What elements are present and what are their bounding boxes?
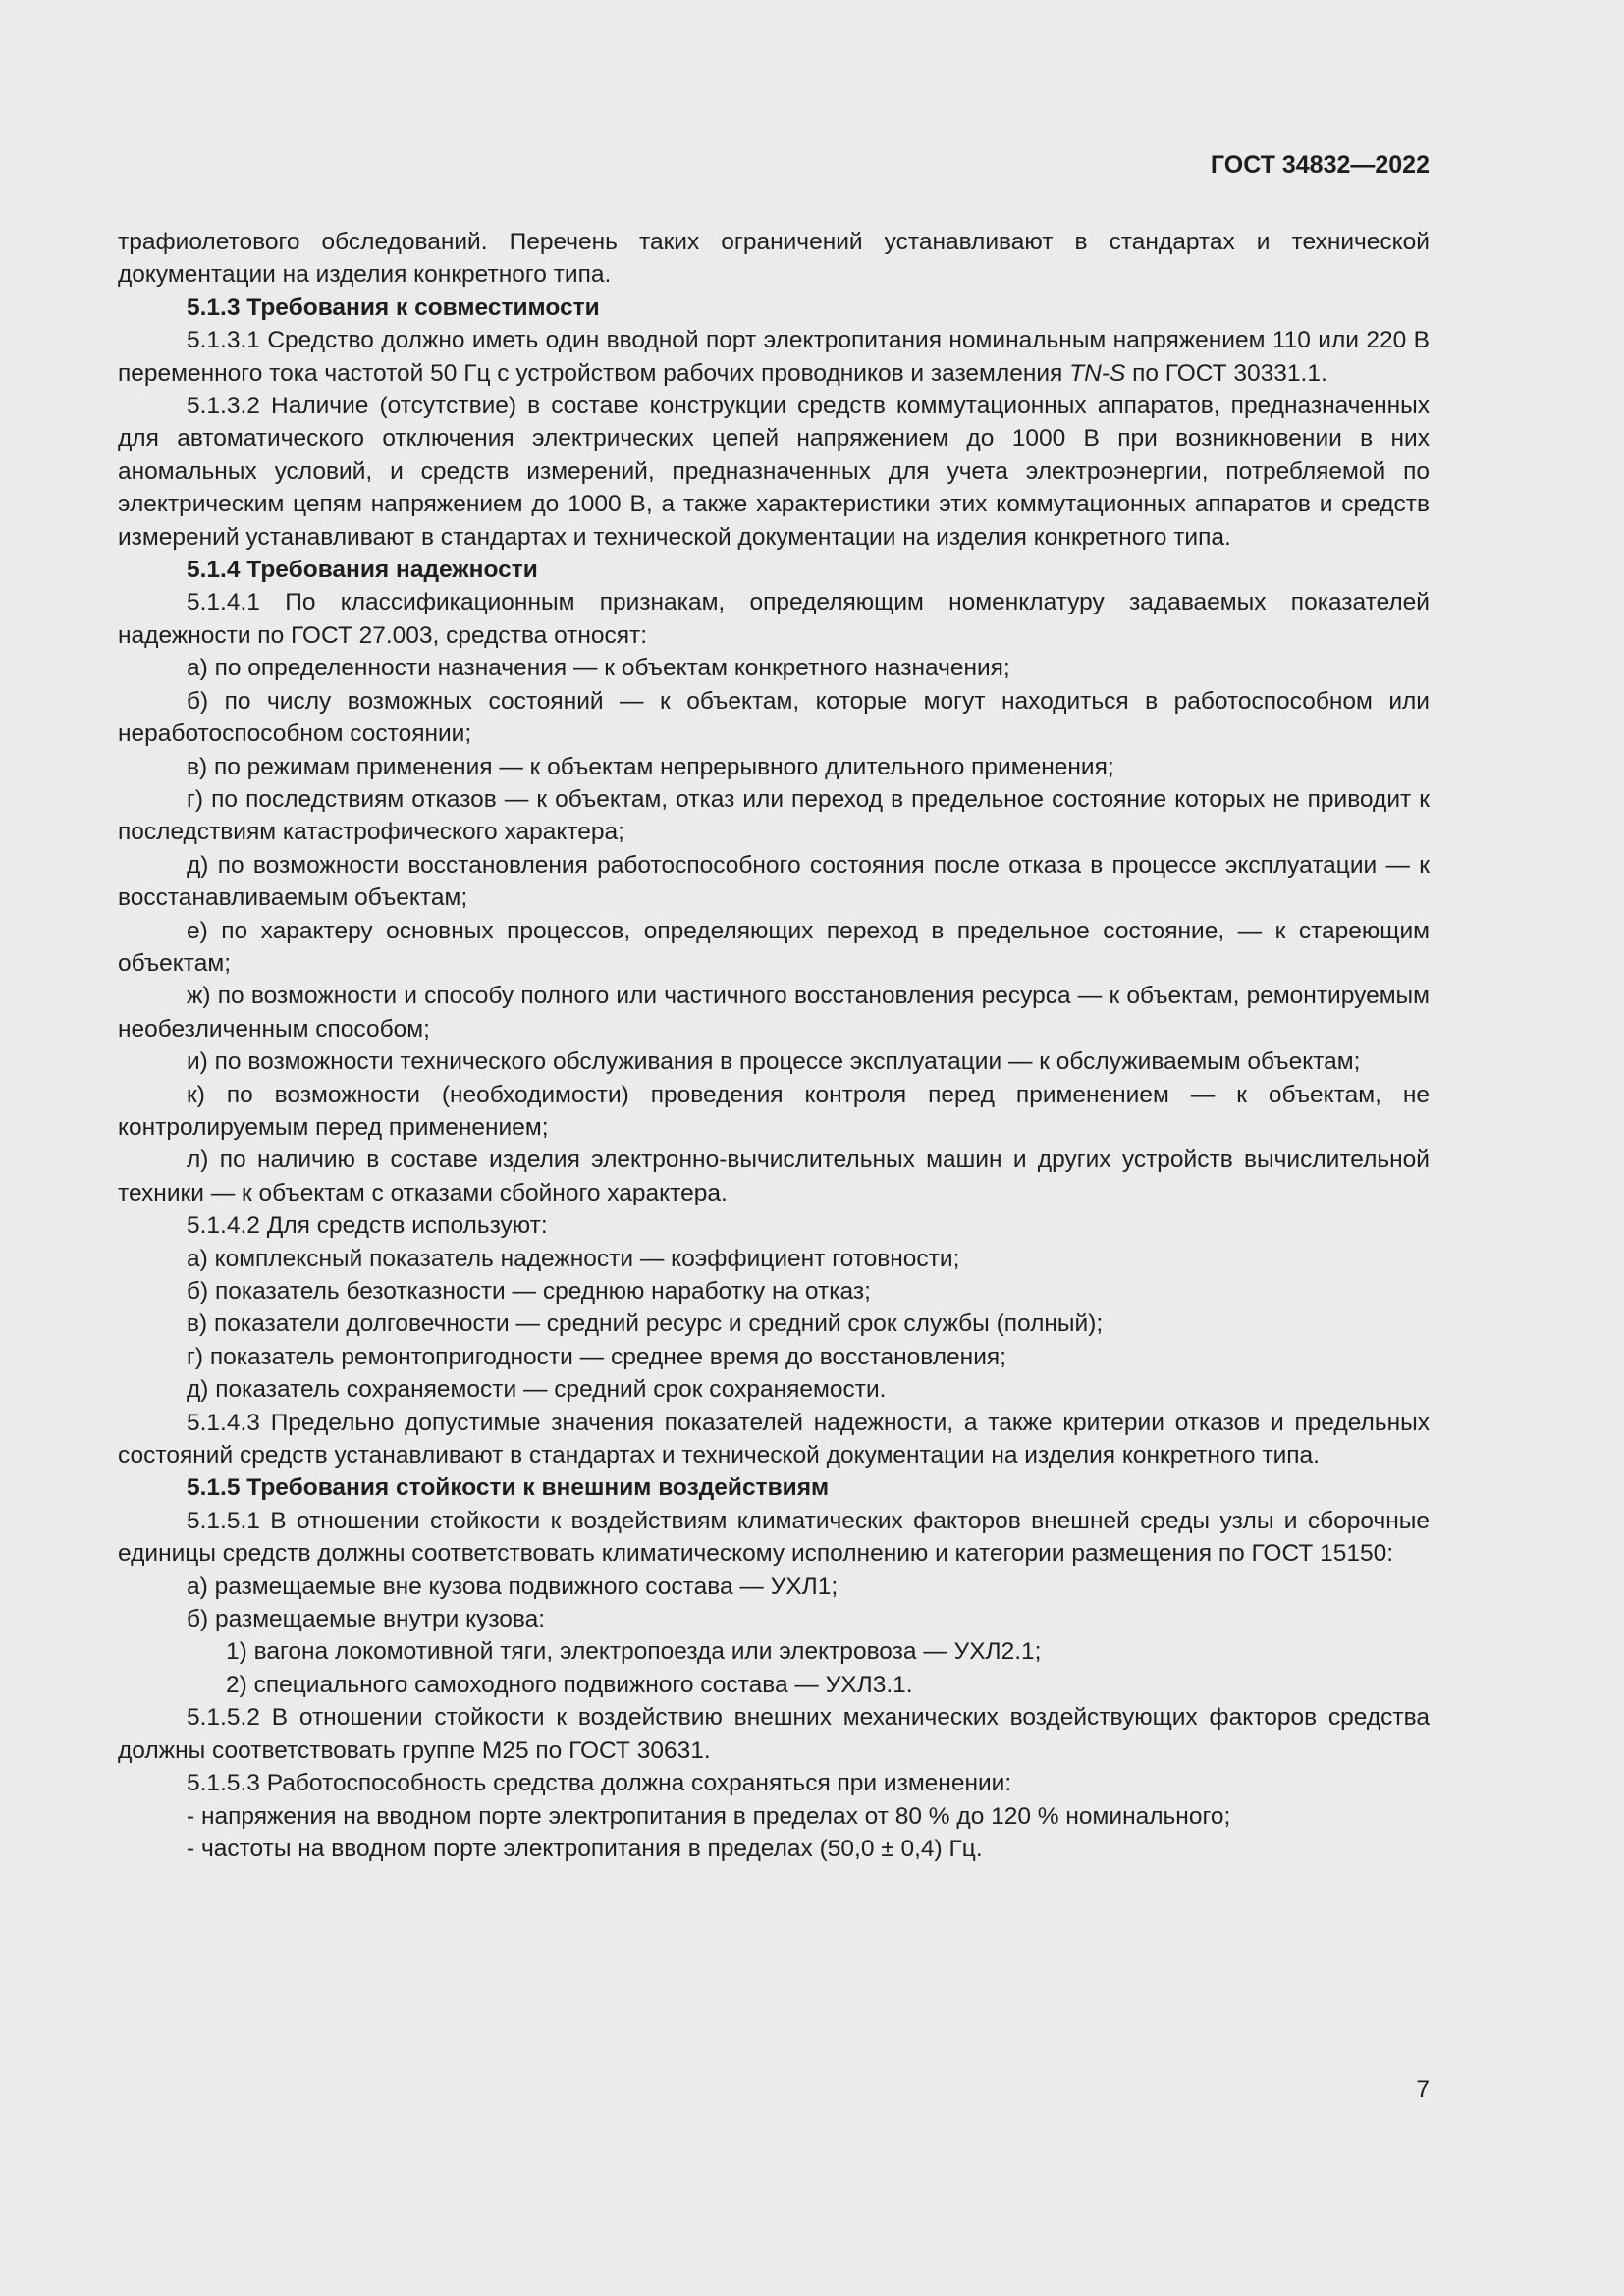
paragraph: 5.1.3.2 Наличие (отсутствие) в составе конструкции средств коммутационных аппаратов, предназначенных для автоматического отключения электрических цепей напряжением до 1000 В при возникновении в них аномальных условий, и средств измерений, предназначенных для учета электроэнергии, потребляемой по электрическим цепям напряжением до 1000 В, а также характеристики этих коммутационных аппаратов и средств измерений устанавливают в стандартах и технической документации на изделия конкретного типа. [118, 393, 1430, 551]
paragraph: - частоты на вводном порте электропитания в пределах (50,0 ± 0,4) Гц. [187, 1835, 983, 1862]
paragraph: л) по наличию в составе изделия электронно-вычислительных машин и других устройств вычислительной техники — к объектам с отказами сбойного характера. [118, 1147, 1430, 1206]
section-heading: 5.1.4 Требования надежности [187, 557, 538, 584]
paragraph: 5.1.5.3 Работоспособность средства должна сохраняться при изменении: [187, 1770, 1012, 1797]
paragraph: г) показатель ремонтопригодности — среднее время до восстановления; [187, 1343, 1006, 1370]
paragraph: е) по характеру основных процессов, определяющих переход в предельное состояние, — к стареющим объектам; [118, 917, 1430, 977]
document-body [118, 226, 1430, 1865]
paragraph: и) по возможности технического обслуживания в процессе эксплуатации — к обслуживаемым объектам; [187, 1048, 1361, 1076]
document-code-header: ГОСТ 34832—2022 [1210, 151, 1430, 179]
paragraph: 5.1.4.1 По классификационным признакам, определяющим номенклатуру задаваемых показателей надежности по ГОСТ 27.003, средства относят: [118, 589, 1430, 649]
paragraph: 5.1.4.3 Предельно допустимые значения показателей надежности, а также критерии отказов и предельных состояний средств устанавливают в стандартах и технической документации на изделия конкретного типа. [118, 1409, 1430, 1469]
page-number: 7 [1416, 2076, 1430, 2103]
paragraph: б) показатель безотказности — среднюю наработку на отказ; [187, 1278, 871, 1305]
paragraph: трафиолетового обследований. Перечень таких ограничений устанавливают в стандартах и технической документации на изделия конкретного типа. [118, 229, 1430, 289]
paragraph: а) размещаемые вне кузова подвижного состава — УХЛ1; [187, 1573, 839, 1600]
paragraph: а) по определенности назначения — к объектам конкретного назначения; [187, 655, 1010, 682]
paragraph: 5.1.5.1 В отношении стойкости к воздействиям климатических факторов внешней среды узлы и сборочные единицы средств должны соответствовать климатическому исполнению и категории размещения по ГОСТ 15150: [118, 1507, 1430, 1568]
paragraph: 5.1.3.1 Средство должно иметь один вводной порт электропитания номинальным напряжением 110 или 220 В переменного тока частотой 50 Гц с устройством рабочих проводников и заземления TN-S по ГОСТ 30331.1. [118, 327, 1430, 387]
paragraph: - напряжения на вводном порте электропитания в пределах от 80 % до 120 % номинального; [187, 1802, 1231, 1830]
paragraph: к) по возможности (необходимости) проведения контроля перед применением — к объектам, не контролируемым перед применением; [118, 1081, 1430, 1141]
section-heading: 5.1.3 Требования к совместимости [187, 294, 600, 321]
paragraph: а) комплексный показатель надежности — коэффициент готовности; [187, 1245, 960, 1272]
paragraph: б) размещаемые внутри кузова: [187, 1606, 546, 1633]
paragraph: ж) по возможности и способу полного или частичного восстановления ресурса — к объектам, ремонтируемым необезличенным способом; [118, 983, 1430, 1042]
paragraph: 5.1.4.2 Для средств используют: [187, 1212, 548, 1240]
paragraph: д) по возможности восстановления работоспособного состояния после отказа в процессе эксплуатации — к восстанавливаемым объектам; [118, 851, 1430, 912]
paragraph: в) показатели долговечности — средний ресурс и средний срок службы (полный); [187, 1310, 1104, 1338]
paragraph: д) показатель сохраняемости — средний срок сохраняемости. [187, 1376, 887, 1404]
paragraph: 2) специального самоходного подвижного состава — УХЛ3.1. [226, 1671, 913, 1698]
section-heading: 5.1.5 Требования стойкости к внешним воздействиям [187, 1474, 830, 1502]
paragraph: 1) вагона локомотивной тяги, электропоезда или электровоза — УХЛ2.1; [226, 1638, 1042, 1666]
paragraph: в) по режимам применения — к объектам непрерывного длительного применения; [187, 753, 1114, 780]
paragraph: 5.1.5.2 В отношении стойкости к воздействию внешних механических воздействующих факторов средства должны соответствовать группе М25 по ГОСТ 30631. [118, 1704, 1430, 1764]
paragraph: г) по последствиям отказов — к объектам, отказ или переход в предельное состояние которых не приводит к последствиям катастрофического характера; [118, 785, 1430, 846]
paragraph: б) по числу возможных состояний — к объектам, которые могут находиться в работоспособном или неработоспособном состоянии; [118, 687, 1430, 748]
